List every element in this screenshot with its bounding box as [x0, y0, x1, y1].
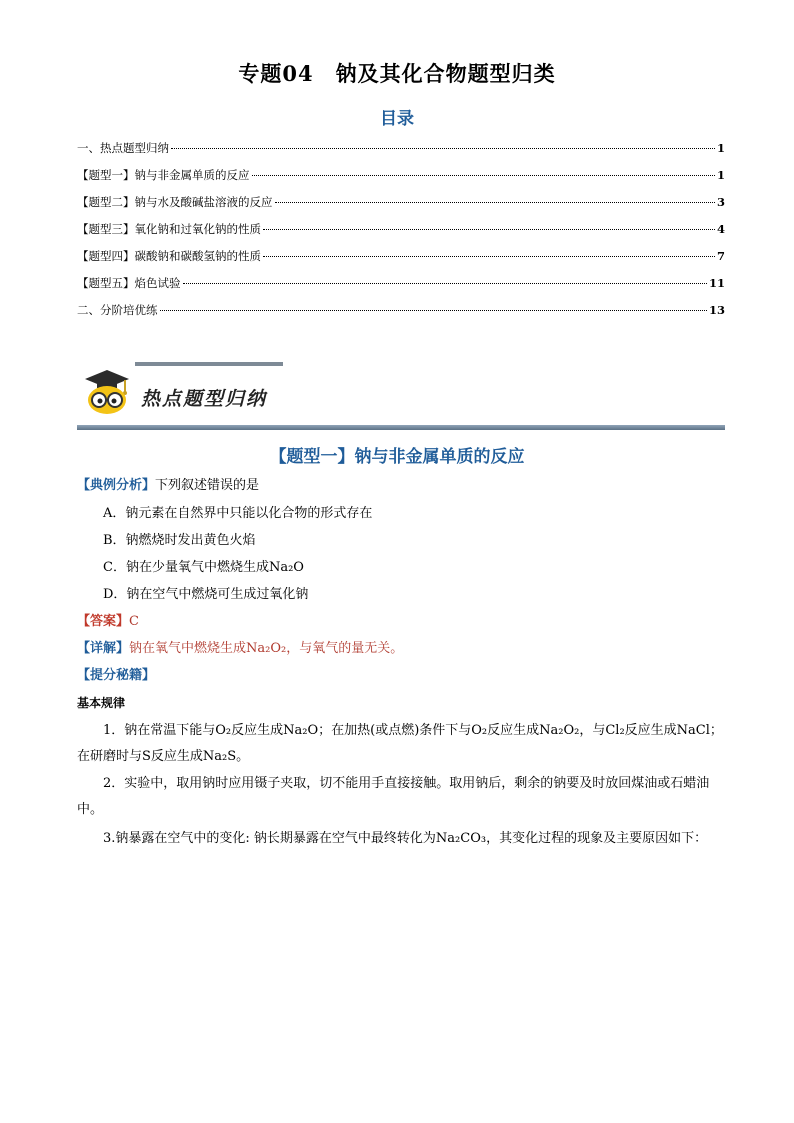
tips-tag: 【提分秘籍】 — [77, 668, 156, 683]
section-heading: 【题型一】钠与非金属单质的反应 — [269, 447, 525, 467]
rules-heading: 基本规律 — [77, 696, 126, 710]
toc-heading: 目录 — [380, 109, 414, 129]
option-c: C．钠在少量氧气中燃烧生成Na₂O — [103, 560, 304, 575]
toc-leader-dots — [275, 202, 715, 203]
toc-entry-label: 【题型四】碳酸钠和碳酸氢钠的性质 — [77, 249, 261, 263]
question-text: 下列叙述错误的是 — [155, 478, 260, 493]
toc-leader-dots — [263, 256, 715, 257]
option-d: D．钠在空气中燃烧可生成过氧化钠 — [103, 587, 309, 602]
document-title: 专题04 钠及其化合物题型归类 — [238, 61, 556, 86]
toc-leader-dots — [263, 229, 715, 230]
section-banner — [77, 362, 725, 432]
toc-leader-dots — [171, 148, 715, 149]
toc-entry-page: 1 — [716, 141, 725, 155]
example-question — [77, 476, 725, 496]
toc-entry-label: 【题型一】钠与非金属单质的反应 — [77, 168, 250, 182]
toc-entry[interactable] — [77, 302, 725, 329]
banner-title: 热点题型归纳 — [141, 388, 268, 410]
toc-entry-label: 【题型三】氧化钠和过氧化钠的性质 — [77, 222, 261, 236]
tips-line — [77, 666, 725, 686]
toc-leader-dots — [183, 283, 707, 284]
detail-tag: 【详解】 — [77, 641, 130, 656]
table-of-contents — [77, 140, 725, 329]
toc-entry[interactable] — [77, 167, 725, 194]
rule-item-1: 1．钠在常温下能与O₂反应生成Na₂O；在加热(或点燃)条件下与O₂反应生成Na₂O₂，与Cl₂反应生成NaCl；在研磨时与S反应生成Na₂S。 — [77, 723, 723, 764]
toc-leader-dots — [252, 175, 715, 176]
option-a: A．钠元素在自然界中只能以化合物的形式存在 — [103, 506, 373, 521]
detail-text: 钠在氧气中燃烧生成Na₂O₂，与氧气的量无关。 — [129, 641, 404, 656]
banner-top-rule — [135, 362, 283, 366]
answer-line — [77, 612, 725, 632]
toc-entry[interactable] — [77, 140, 725, 167]
toc-entry-page: 1 — [716, 168, 725, 182]
toc-entry-page: 4 — [716, 222, 725, 236]
toc-entry-label: 【题型二】钠与水及酸碱盐溶液的反应 — [77, 195, 273, 209]
toc-entry-page: 13 — [708, 303, 725, 317]
banner-bottom-rule — [77, 425, 725, 430]
toc-entry-page: 3 — [716, 195, 725, 209]
toc-entry[interactable] — [77, 248, 725, 275]
toc-entry-label: 二、分阶培优练 — [77, 303, 158, 317]
rule-item-2: 2．实验中，取用钠时应用镊子夹取，切不能用手直接接触。取用钠后，剩余的钠要及时放回煤油或石蜡油中。 — [77, 776, 710, 817]
toc-entry-page: 11 — [708, 276, 725, 290]
toc-entry-label: 一、热点题型归纳 — [77, 141, 169, 155]
toc-entry[interactable] — [77, 221, 725, 248]
toc-entry-page: 7 — [716, 249, 725, 263]
toc-entry-label: 【题型五】焰色试验 — [77, 276, 181, 290]
graduate-owl-icon — [83, 368, 131, 416]
toc-entry[interactable] — [77, 194, 725, 221]
example-tag: 【典例分析】 — [77, 478, 156, 493]
toc-entry[interactable] — [77, 275, 725, 302]
answer-tag: 【答案】 — [77, 614, 130, 629]
detail-line — [77, 639, 725, 659]
rule-item-3: 3.钠暴露在空气中的变化: 钠长期暴露在空气中最终转化为Na₂CO₃，其变化过程的现象及主要原因如下： — [103, 831, 708, 846]
option-b: B．钠燃烧时发出黄色火焰 — [103, 533, 256, 548]
answer-value: C — [129, 614, 139, 629]
toc-leader-dots — [160, 310, 707, 311]
